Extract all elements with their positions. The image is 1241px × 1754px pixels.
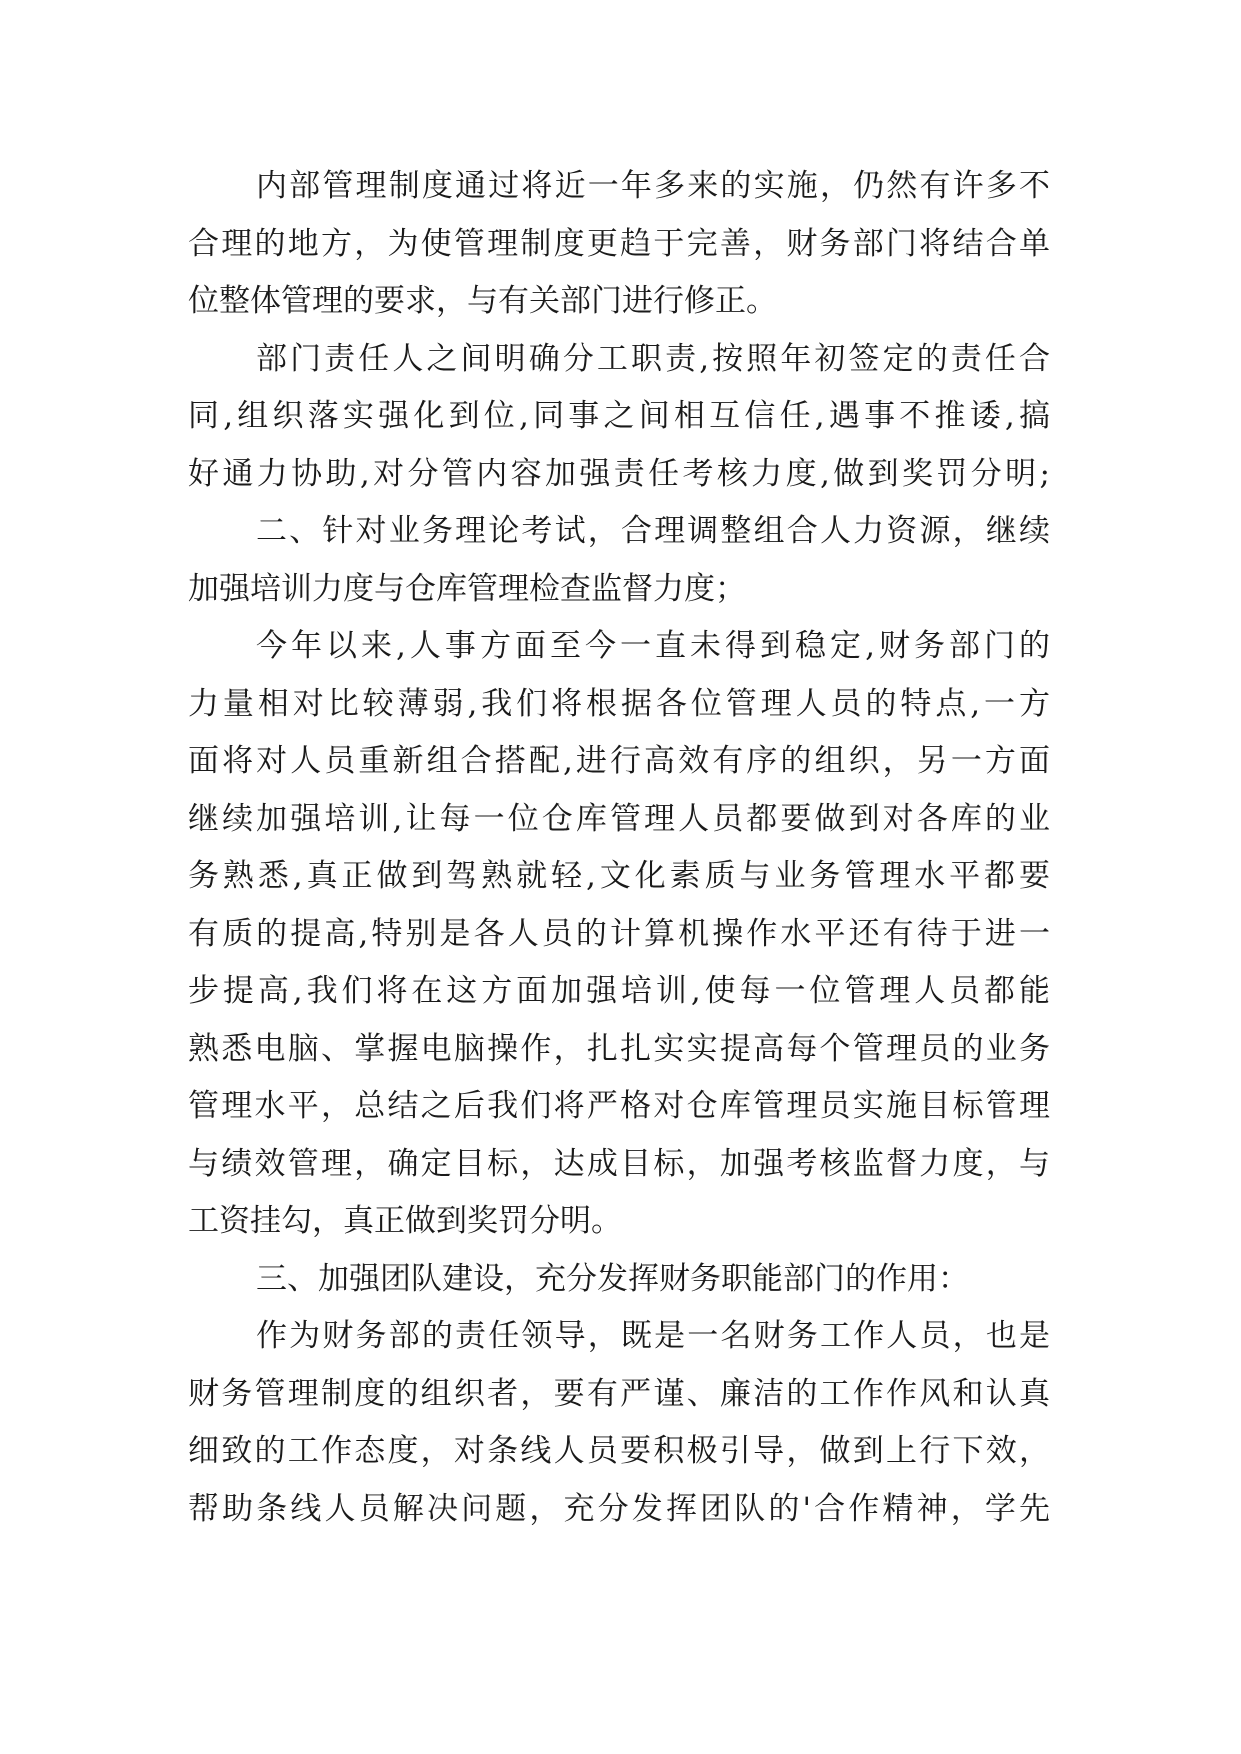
text-line: 力量相对比较薄弱,我们将根据各位管理人员的特点,一方 bbox=[188, 685, 1050, 722]
text-line: 合理的地方，为使管理制度更趋于完善，财务部门将结合单 bbox=[188, 225, 1050, 262]
text-line: 三、加强团队建设，充分发挥财务职能部门的作用： bbox=[256, 1260, 969, 1297]
text-line: 今年以来,人事方面至今一直未得到稳定,财务部门的 bbox=[256, 628, 1050, 664]
text-line: 好通力协助,对分管内容加强责任考核力度,做到奖罚分明; bbox=[188, 455, 1050, 492]
text-line: 部门责任人之间明确分工职责,按照年初签定的责任合 bbox=[256, 340, 1050, 377]
text-line: 工资挂勾，真正做到奖罚分明。 bbox=[188, 1203, 622, 1239]
text-line: 熟悉电脑、掌握电脑操作，扎扎实实提高每个管理员的业务 bbox=[188, 1030, 1050, 1067]
document-body bbox=[188, 158, 1050, 1538]
text-line: 作为财务部的责任领导，既是一名财务工作人员，也是 bbox=[256, 1318, 1050, 1354]
text-line: 内部管理制度通过将近一年多来的实施，仍然有许多不 bbox=[256, 168, 1050, 204]
text-line: 帮助条线人员解决问题，充分发挥团队的'合作精神，学先 bbox=[188, 1490, 1050, 1527]
text-line: 加强培训力度与仓库管理检查监督力度； bbox=[188, 570, 746, 607]
text-line: 位整体管理的要求，与有关部门进行修正。 bbox=[188, 283, 777, 319]
text-line: 细致的工作态度，对条线人员要积极引导，做到上行下效， bbox=[188, 1433, 1050, 1469]
text-line: 步提高,我们将在这方面加强培训,使每一位管理人员都能 bbox=[188, 973, 1050, 1009]
text-line: 面将对人员重新组合搭配,进行高效有序的组织，另一方面 bbox=[188, 743, 1050, 779]
text-line: 与绩效管理，确定目标，达成目标，加强考核监督力度，与 bbox=[188, 1145, 1050, 1182]
text-line: 务熟悉,真正做到驾熟就轻,文化素质与业务管理水平都要 bbox=[188, 858, 1050, 894]
text-line: 同,组织落实强化到位,同事之间相互信任,遇事不推诿,搞 bbox=[188, 398, 1050, 434]
text-line: 有质的提高,特别是各人员的计算机操作水平还有待于进一 bbox=[188, 915, 1050, 952]
text-line: 财务管理制度的组织者，要有严谨、廉洁的工作作风和认真 bbox=[188, 1375, 1050, 1412]
text-line: 二、针对业务理论考试，合理调整组合人力资源，继续 bbox=[256, 513, 1050, 549]
text-line: 管理水平，总结之后我们将严格对仓库管理员实施目标管理 bbox=[188, 1088, 1050, 1124]
text-line: 继续加强培训,让每一位仓库管理人员都要做到对各库的业 bbox=[188, 800, 1050, 837]
